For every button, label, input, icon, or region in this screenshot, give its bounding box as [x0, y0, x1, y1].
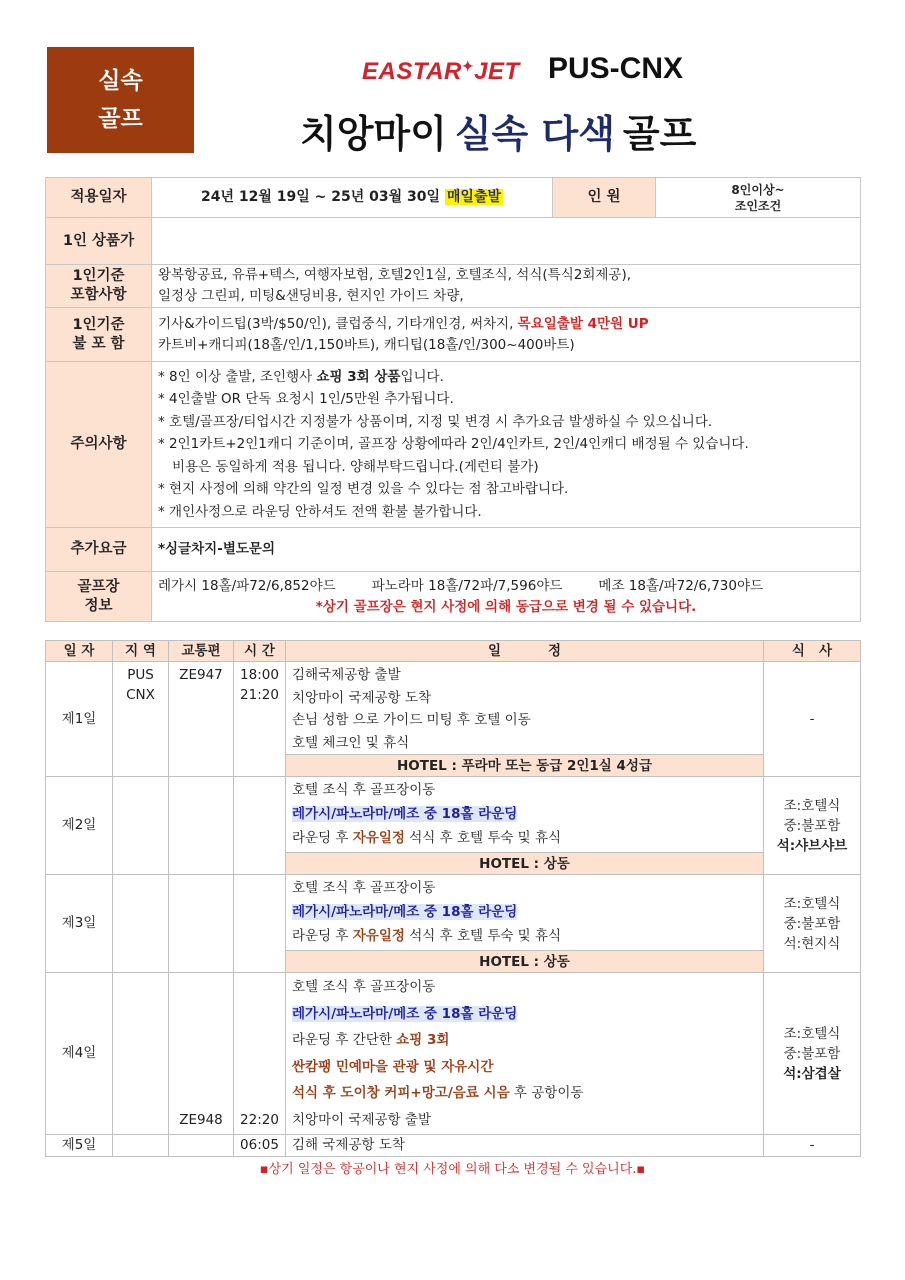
day3-itinerary: 호텔 조식 후 골프장이동 레가시/파노라마/메조 중 18홀 라운딩 라운딩 후 자유일정 석식 후 호텔 투숙 및 휴식 [286, 875, 764, 951]
day5-time: 06:05 [234, 1135, 286, 1157]
day3-label: 제3일 [46, 875, 113, 973]
header-region: 지 역 [113, 641, 169, 662]
included-label: 1인기준 포함사항 [46, 265, 152, 308]
badge-line2: 골프 [98, 106, 143, 132]
day4-flight: ZE948 [169, 973, 234, 1135]
badge [47, 47, 194, 153]
star-icon: ✦ [461, 58, 475, 74]
day1-flight: ZE947 [169, 662, 234, 777]
notes-value: * 8인 이상 출발, 조인행사 쇼핑 3회 상품입니다. * 4인출발 OR 단독 요청시 1인/5만원 추가됩니다. * 호텔/골프장/티업시간 지정불가 상품이며, 지정 및 변경 시 추가요금 발생하실 수 있으십니다. * 2인1카트+2인1캐디 기준이며, 골프장 상황에따라 2인/4인카트, 2인/4인캐디 배정될 수 있습니다. 비용은 동일하게 적용 됩니다. 양해부탁드립니다.(게런티 불가) * 현지 사정에 의해 약간의 일정 변경 있을 수 있다는 점 참고바랍니다. * 개인사정으로 라운딩 안하셔도 전액 환불 불가합니다. [152, 362, 861, 528]
airline-logo: EASTAR✦JET [362, 58, 520, 85]
day2-itinerary: 호텔 조식 후 골프장이동 레가시/파노라마/메조 중 18홀 라운딩 라운딩 후 자유일정 석식 후 호텔 투숙 및 휴식 [286, 777, 764, 853]
day1-itinerary: 김해국제공항 출발 치앙마이 국제공항 도착 손님 성함 으로 가이드 미팅 후 호텔 이동 호텔 체크인 및 휴식 [286, 662, 764, 755]
extra-fee-label: 추가요금 [46, 528, 152, 572]
day1-meal: - [764, 662, 861, 777]
excluded-value: 기사&가이드팁(3박/$50/인), 클럽중식, 기타개인경, 써차지, 목요일출발 4만원 UP 카트비+캐디피(18홀/인/1,150바트), 캐디팁(18홀/인/300~400바트) [152, 308, 861, 362]
day4-meal: 조:호텔식 중:불포함 석:삼겹살 [764, 973, 861, 1135]
day3-meal: 조:호텔식 중:불포함 석:현지식 [764, 875, 861, 973]
footer-note: ▪상기 일정은 항공이나 현지 사정에 의해 다소 변경될 수 있습니다.▪ [259, 1162, 646, 1177]
price-label: 1인 상품가 [46, 218, 152, 265]
header-meal: 식 사 [764, 641, 861, 662]
day2-meal: 조:호텔식 중:불포함 석:샤브샤브 [764, 777, 861, 875]
page-title: 치앙마이 실속 다색 골프 [300, 112, 697, 156]
day1-time: 18:00 21:20 [234, 662, 286, 777]
header-time: 시 간 [234, 641, 286, 662]
date-value: 24년 12월 19일 ~ 25년 03월 30일 매일출발 [152, 178, 553, 218]
golf-info-label: 골프장 정보 [46, 572, 152, 622]
route: PUS-CNX [548, 52, 684, 85]
pax-label: 인 원 [553, 178, 656, 218]
golf-info-value: 레가시 18홀/파72/6,852야드 파노라마 18홀/72파/7,596야드 메조 18홀/파72/6,730야드 *상기 골프장은 현지 사정에 의해 동급으로 변경 될 수 있습니다. [152, 572, 861, 622]
header-day: 일 자 [46, 641, 113, 662]
schedule-table [45, 640, 861, 1157]
info-table [45, 177, 861, 622]
badge-line1: 실속 [98, 68, 143, 94]
included-value: 왕복항공료, 유류+텍스, 여행자보험, 호텔2인1실, 호텔조식, 석식(특식2회제공), 일정상 그린피, 미팅&샌딩비용, 현지인 가이드 차량, [152, 265, 861, 308]
day3-hotel: HOTEL : 상동 [286, 951, 764, 973]
pax-value: 8인이상~ 조인조건 [656, 178, 861, 218]
date-label: 적용일자 [46, 178, 152, 218]
day4-label: 제4일 [46, 973, 113, 1135]
day5-itinerary: 김해 국제공항 도착 [286, 1135, 764, 1157]
excluded-label: 1인기준 불 포 함 [46, 308, 152, 362]
daily-departure-highlight: 매일출발 [446, 189, 501, 205]
day5-meal: - [764, 1135, 861, 1157]
notes-label: 주의사항 [46, 362, 152, 528]
header-transport: 교통편 [169, 641, 234, 662]
day2-label: 제2일 [46, 777, 113, 875]
day4-itinerary: 호텔 조식 후 골프장이동 레가시/파노라마/메조 중 18홀 라운딩 라운딩 후 간단한 쇼핑 3회 싼캄팽 민예마을 관광 및 자유시간 석식 후 도이창 커피+망고/음료 시음 후 공항이동 치앙마이 국제공항 출발 [286, 973, 764, 1135]
price-value [152, 218, 861, 265]
day5-label: 제5일 [46, 1135, 113, 1157]
day1-region: PUS CNX [113, 662, 169, 777]
day1-hotel: HOTEL : 푸라마 또는 동급 2인1실 4성급 [286, 755, 764, 777]
extra-fee-value: *싱글차지-별도문의 [152, 528, 861, 572]
day4-time: 22:20 [234, 973, 286, 1135]
header-itinerary: 일 정 [286, 641, 764, 662]
day1-label: 제1일 [46, 662, 113, 777]
day2-hotel: HOTEL : 상동 [286, 853, 764, 875]
